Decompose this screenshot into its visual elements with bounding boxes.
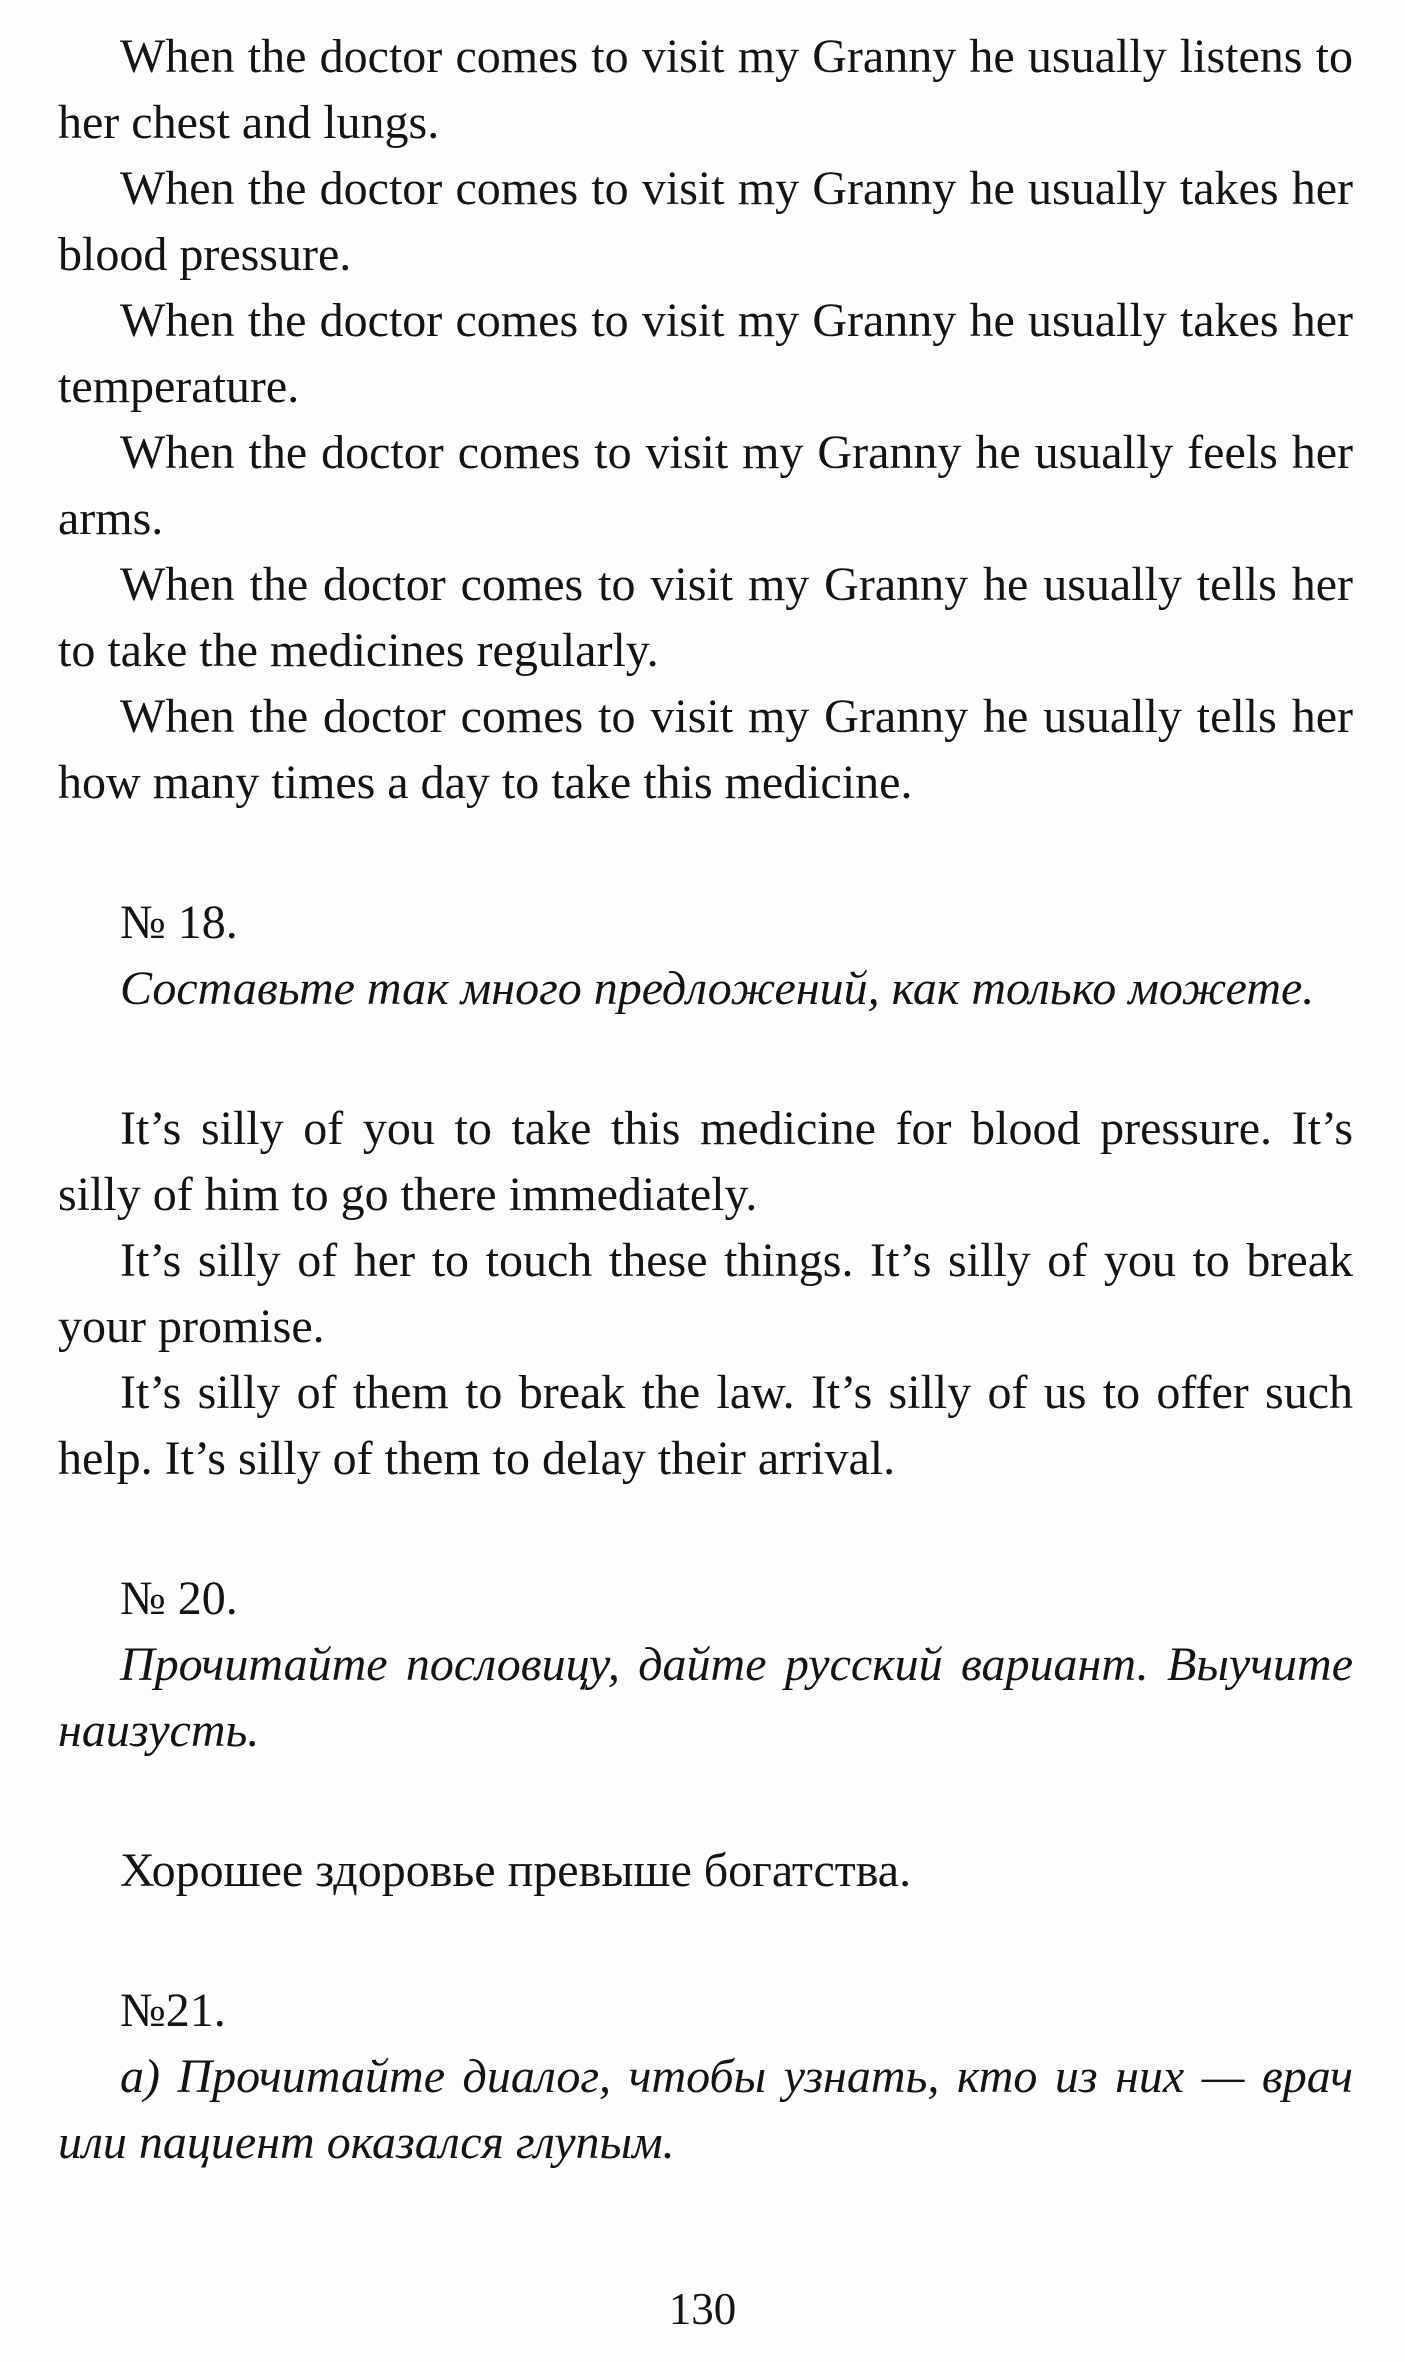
exercise-20-number: № 20.: [120, 1572, 238, 1625]
exercise-18-sentence-2: It’s silly of her to touch these things. It’s silly of you to break your promise.: [58, 1234, 1353, 1353]
exercise-20-instruction: Прочитайте пословицу, дайте русский вариант. Выучите наизусть.: [58, 1638, 1353, 1757]
drill-sentence-4: When the doctor comes to visit my Granny he usually feels her arms.: [58, 426, 1353, 545]
drill-sentence-5: When the doctor comes to visit my Granny he usually tells her to take the medicines regularly.: [58, 558, 1353, 677]
exercise-21-instruction: а) Прочитайте диалог, чтобы узнать, кто из них — врач или пациент оказался глупым.: [58, 2050, 1353, 2169]
exercise-21-number: №21.: [120, 1984, 226, 2037]
exercise-18-sentence-1: It’s silly of you to take this medicine for blood pressure. It’s silly of him to go there immediately.: [58, 1102, 1353, 1221]
drill-sentence-3: When the doctor comes to visit my Granny he usually takes her temperature.: [58, 294, 1353, 413]
drill-sentence-1: When the doctor comes to visit my Granny he usually listens to her chest and lungs.: [58, 30, 1353, 149]
drill-sentence-6: When the doctor comes to visit my Granny he usually tells her how many times a day to take this medicine.: [58, 690, 1353, 809]
page-number: 130: [668, 2284, 737, 2334]
exercise-18-number: № 18.: [120, 896, 238, 949]
exercise-18-sentence-3: It’s silly of them to break the law. It’s silly of us to offer such help. It’s silly of them to delay their arrival.: [58, 1366, 1353, 1485]
exercise-20-proverb: Хорошее здоровье превыше богатства.: [120, 1844, 912, 1897]
exercise-18-instruction: Составьте так много предложений, как только можете.: [120, 962, 1315, 1015]
drill-sentence-2: When the doctor comes to visit my Granny he usually takes her blood pressure.: [58, 162, 1353, 281]
